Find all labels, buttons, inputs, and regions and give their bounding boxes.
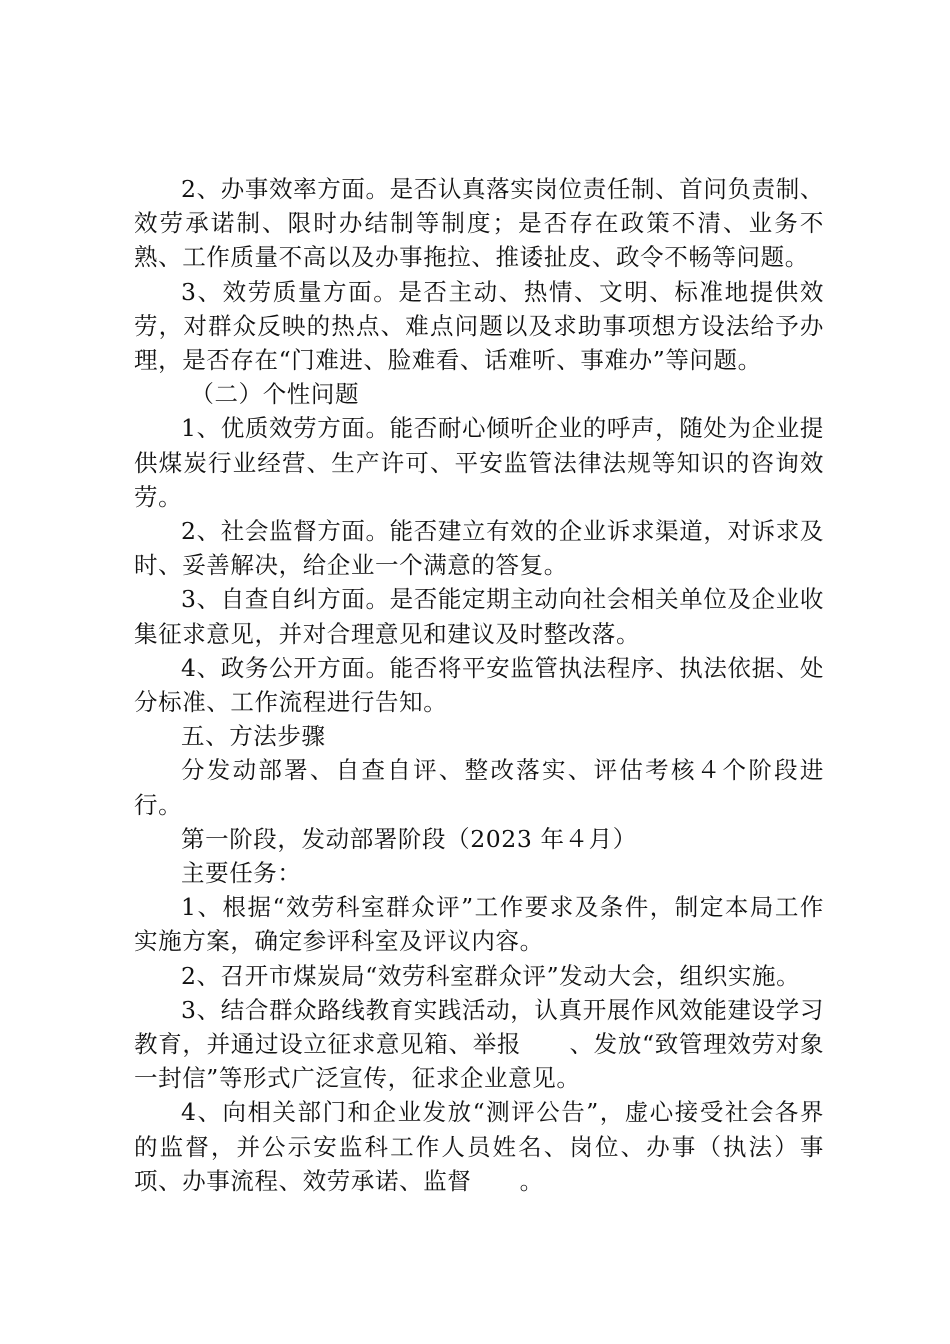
paragraph-four-stages: 分发动部署、自查自评、整改落实、评估考核４个阶段进行。 — [134, 756, 824, 819]
paragraph-stage-one-title: 第一阶段，发动部署阶段（2023 年４月） — [181, 824, 637, 853]
paragraph-task-2: 2、召开市煤炭局“效劳科室群众评”发动大会，组织实施。 — [181, 961, 801, 990]
document-page — [134, 172, 824, 1198]
section-heading-method-steps: 五、方法步骤 — [181, 722, 326, 751]
paragraph-task-4: 4、向相关部门和企业发放“测评公告”，虚心接受社会各界的监督，并公示安监科工作人员姓名、岗位、办事（执法）事项、办事流程、效劳承诺、监督 。 — [134, 1098, 824, 1195]
paragraph-quality-service: 1、优质效劳方面。能否耐心倾听企业的呼声，随处为企业提供煤炭行业经营、生产许可、平安监管法律法规等知识的咨询效劳。 — [134, 414, 824, 511]
paragraph-efficiency: 2、办事效率方面。是否认真落实岗位责任制、首问负责制、效劳承诺制、限时办结制等制度；是否存在政策不清、业务不熟、工作质量不高以及办事拖拉、推诿扯皮、政令不畅等问题。 — [134, 175, 824, 272]
paragraph-task-1: 1、根据“效劳科室群众评”工作要求及条件，制定本局工作实施方案，确定参评科室及评议内容。 — [134, 893, 824, 956]
paragraph-social-supervision: 2、社会监督方面。能否建立有效的企业诉求渠道，对诉求及时、妥善解决，给企业一个满意的答复。 — [134, 517, 824, 580]
paragraph-government-affairs: 4、政务公开方面。能否将平安监管执法程序、执法依据、处分标准、工作流程进行告知。 — [134, 653, 824, 717]
section-heading-individual-issues: （二）个性问题 — [190, 380, 360, 409]
paragraph-main-tasks-label: 主要任务： — [181, 859, 302, 888]
paragraph-service-quality: 3、效劳质量方面。是否主动、热情、文明、标准地提供效劳，对群众反映的热点、难点问题以及求助事项想方设法给予办理，是否存在“门难进、脸难看、话难听、事难办”等问题。 — [134, 277, 824, 375]
paragraph-task-3: 3、结合群众路线教育实践活动，认真开展作风效能建设学习教育，并通过设立征求意见箱、举报 、发放“致管理效劳对象一封信”等形式广泛宣传，征求企业意见。 — [134, 995, 824, 1093]
paragraph-self-inspection: 3、自查自纠方面。是否能定期主动向社会相关单位及企业收集征求意见，并对合理意见和建议及时整改落。 — [134, 585, 824, 648]
